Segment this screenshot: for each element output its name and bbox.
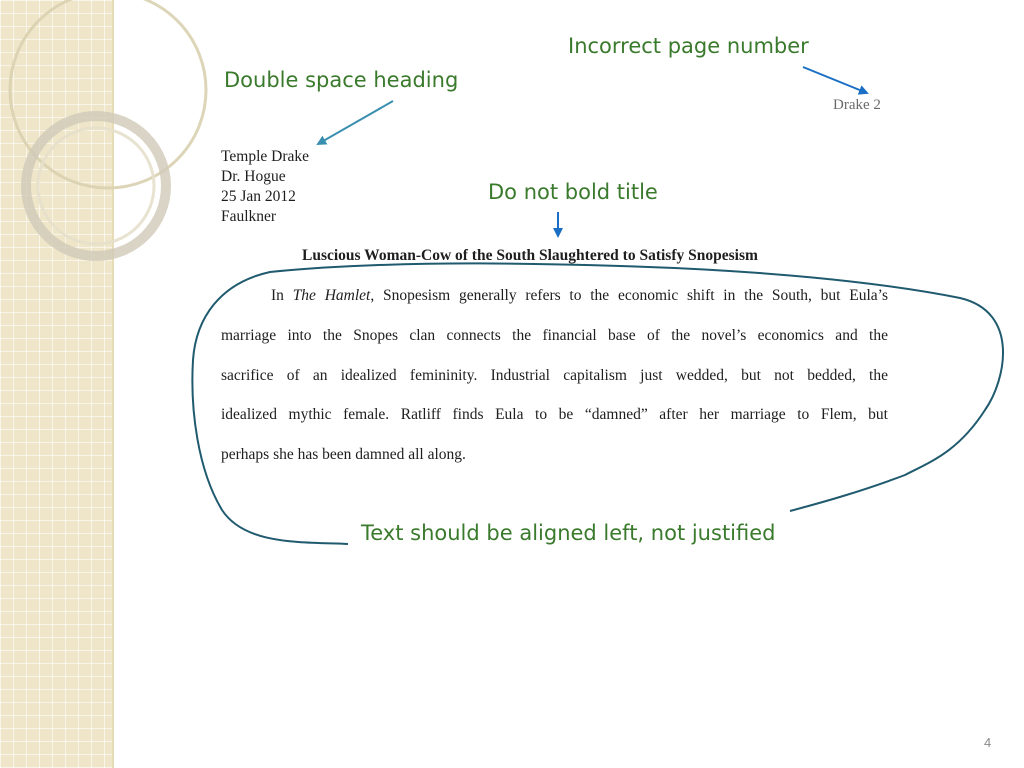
paper-title: Luscious Woman-Cow of the South Slaughtered to Satisfy Snopesism [302, 247, 758, 264]
annotation-do-not-bold-title: Do not bold title [488, 180, 658, 204]
loop-around-body-text [192, 264, 1003, 544]
heading-instructor: Dr. Hogue [221, 168, 286, 185]
heading-date: 25 Jan 2012 [221, 188, 296, 205]
arrow-to-heading [318, 101, 393, 144]
body-line-2: marriage into the Snopes clan connects the financial base of the novel’s economics and the [221, 327, 888, 344]
body-line-3: sacrifice of an idealized femininity. Industrial capitalism just wedded, but not bedded, the [221, 367, 888, 384]
decorative-rings [0, 0, 130, 320]
page-number-header: Drake 2 [833, 97, 881, 113]
body-line-4: idealized mythic female. Ratliff finds Eula to be “damned” after her marriage to Flem, but [221, 406, 888, 423]
body-line-5: perhaps she has been damned all along. [221, 446, 466, 463]
slide-number: 4 [984, 735, 992, 750]
body-line-1 [271, 287, 888, 305]
heading-name: Temple Drake [221, 148, 309, 165]
annotation-double-space-heading: Double space heading [224, 68, 459, 92]
arrow-to-page-number [803, 67, 867, 93]
annotation-text-alignment: Text should be aligned left, not justified [361, 521, 776, 545]
annotation-incorrect-page-number: Incorrect page number [568, 34, 809, 58]
body-line-1-prefix: In [271, 287, 293, 304]
body-line-1-rest: , Snopesism generally refers to the economic shift in the South, but Eula’s [370, 287, 888, 304]
heading-course: Faulkner [221, 208, 277, 225]
work-title-italic: The Hamlet [292, 287, 371, 304]
